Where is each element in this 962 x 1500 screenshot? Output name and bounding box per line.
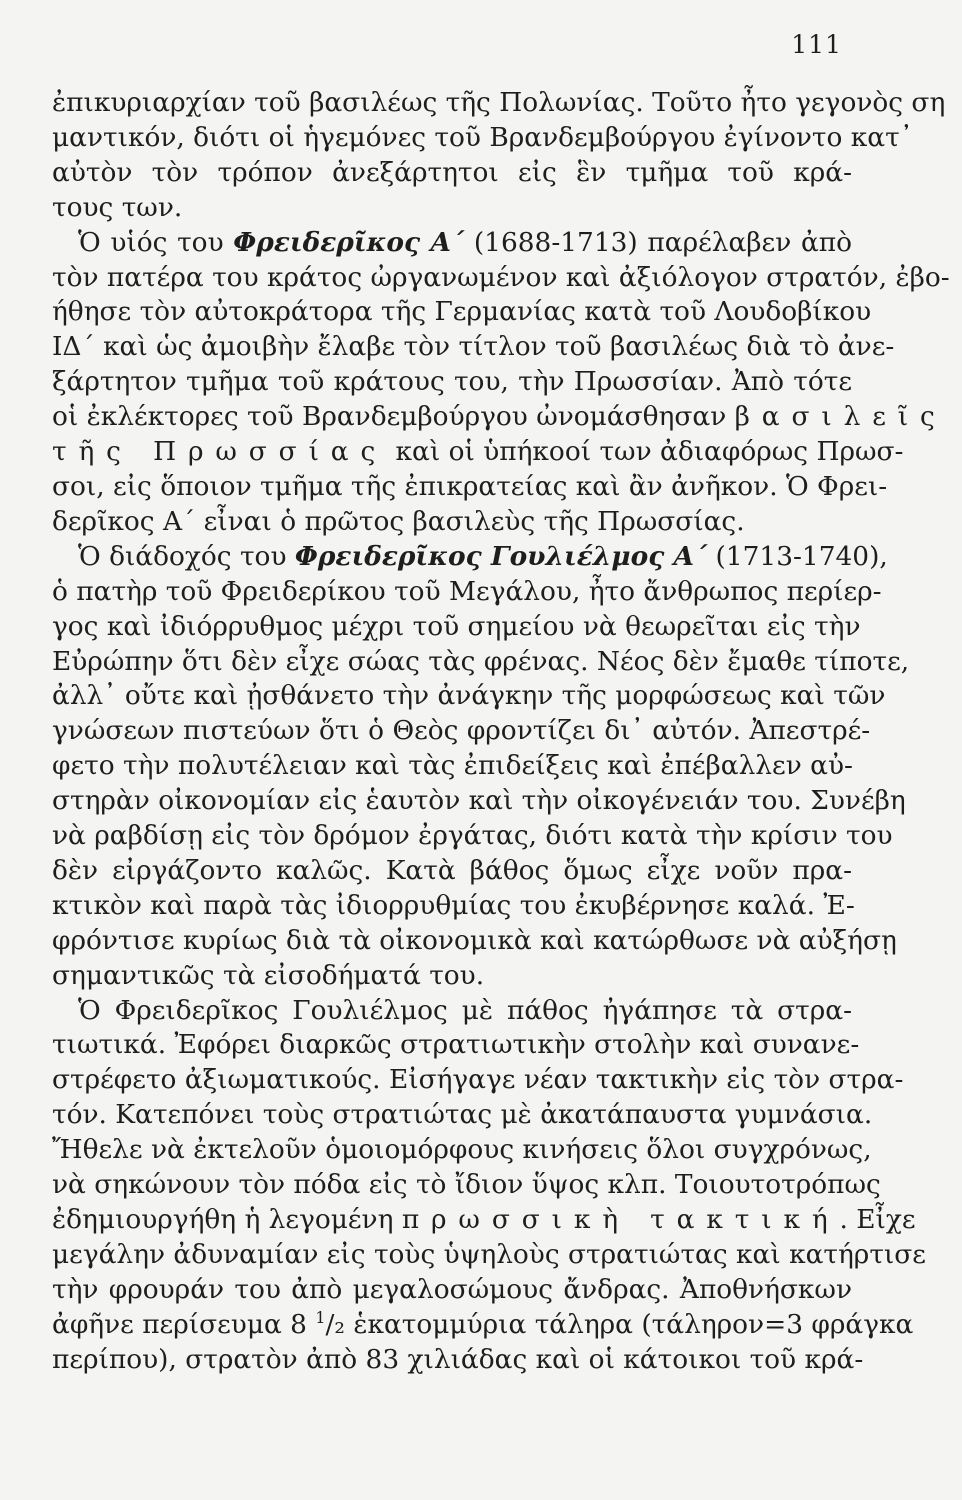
person-name: Φρειδερῖκος Α΄ — [233, 226, 465, 258]
text-line — [52, 1238, 926, 1273]
text-line — [52, 994, 852, 1029]
text-run: . Εἶχε — [839, 1204, 916, 1235]
text-run: γος καὶ ἰδιόρρυθμος μέχρι τοῦ σημείου νὰ θεωρεῖται εἰς τὴν — [52, 610, 861, 642]
text-line — [52, 261, 950, 296]
text-run: Ὁ Φρειδερῖκος Γουλιέλμος μὲ πάθος ἠγάπησε τὰ στρα- — [78, 994, 852, 1026]
body-text — [52, 86, 950, 1378]
text-run: /₂ ἑκατομμύρια τάληρα (τάληρον=3 φράγκα — [325, 1308, 914, 1340]
text-line — [52, 1168, 881, 1203]
text-run: περίπου), στρατὸν ἀπὸ 83 χιλιάδας καὶ οἱ κάτοικοι τοῦ κρά- — [52, 1343, 864, 1375]
text-run: αὐτὸν τὸν τρόπον ἀνεξάρτητοι εἰς ἓν τμῆμα τοῦ κρά- — [52, 156, 852, 188]
text-line — [52, 784, 906, 819]
text-line — [52, 959, 852, 994]
text-line — [52, 86, 946, 121]
text-line — [52, 191, 852, 226]
text-line — [52, 854, 852, 889]
text-line — [52, 889, 855, 924]
text-line — [52, 610, 861, 645]
text-line — [52, 505, 852, 540]
text-run: σημαντικῶς τὰ εἰσοδήματά του. — [52, 959, 485, 991]
text-run: δερῖκος Α΄ εἶναι ὁ πρῶτος βασιλεὺς τῆς Πρωσσίας. — [52, 505, 745, 537]
text-line — [52, 295, 872, 330]
text-line — [52, 400, 947, 435]
text-line — [52, 470, 888, 505]
text-run: μεγάλην ἀδυναμίαν εἰς τοὺς ὑψηλοὺς στρατιώτας καὶ κατήρτισε — [52, 1238, 926, 1270]
text-run: ήθησε τὸν αὐτοκράτορα τῆς Γερμανίας κατὰ τοῦ Λουδοβίκου — [52, 296, 872, 328]
text-line — [52, 156, 852, 191]
text-run: 1 — [315, 1307, 326, 1327]
text-line — [52, 121, 913, 156]
text-line — [52, 1098, 873, 1133]
text-run: Ὁ διάδοχός του — [78, 540, 295, 572]
text-run: δὲν εἰργάζοντο καλῶς. Κατὰ βάθος ὅμως εἶχε νοῦν πρα- — [52, 854, 852, 886]
emphasized-text: τῆς Πρωσσίας — [52, 436, 388, 468]
text-run: νὰ ραβδίσῃ εἰς τὸν δρόμον ἐργάτας, διότι κατὰ τὴν κρίσιν του — [52, 820, 893, 852]
text-line — [52, 1343, 864, 1378]
text-line — [52, 575, 882, 610]
text-line — [52, 1133, 872, 1168]
text-run: οἱ ἐκλέκτορες τοῦ Βρανδεμβούργου ὠνομάσθησαν — [52, 401, 735, 433]
text-line — [52, 924, 897, 959]
text-line — [52, 1273, 852, 1308]
text-run: καὶ οἱ ὑπήκοοί των ἀδιαφόρως Πρωσ- — [387, 436, 904, 468]
text-run: Ἤθελε νὰ ἐκτελοῦν ὁμοιομόρφους κινήσεις ὅλοι συγχρόνως, — [52, 1134, 872, 1166]
emphasized-text: πρωσσικὴ τακτική — [401, 1204, 840, 1235]
text-line — [52, 365, 852, 400]
text-line — [52, 1063, 904, 1098]
text-run: φρόντισε κυρίως διὰ τὰ οἰκονομικὰ καὶ κατώρθωσε νὰ αὐξήσῃ — [52, 924, 897, 956]
text-run: γνώσεων πιστεύων ὅτι ὁ Θεὸς φροντίζει δι᾽ αὐτόν. Ἀπεστρέ- — [52, 715, 871, 747]
text-run: μαντικόν, διότι οἱ ἡγεμόνες τοῦ Βρανδεμβούργου ἐγίνοντο κατ᾽ — [52, 121, 913, 153]
text-line — [52, 1028, 860, 1063]
text-run: φετο τὴν πολυτέλειαν καὶ τὰς ἐπιδείξεις καὶ ἐπέβαλλεν αὐ- — [52, 750, 853, 782]
text-line — [52, 330, 895, 365]
text-run: Εὐρώπην ὅτι δὲν εἶχε σώας τὰς φρένας. Νέος δὲν ἔμαθε τίποτε, — [52, 645, 910, 677]
text-line — [52, 540, 888, 575]
text-line — [52, 645, 910, 680]
text-run: ἐπικυριαρχίαν τοῦ βασιλέως τῆς Πολωνίας. Τοῦτο ἦτο γεγονὸς ση — [52, 87, 946, 118]
text-run: στρέφετο ἀξιωματικούς. Εἰσήγαγε νέαν τακτικὴν εἰς τὸν στρα- — [52, 1064, 904, 1096]
text-run: τιωτικά. Ἐφόρει διαρκῶς στρατιωτικὴν στολὴν καὶ συνανε- — [52, 1029, 860, 1061]
text-run: τὴν φρουράν του ἀπὸ μεγαλοσώμους ἄνδρας. Ἀποθνήσκων — [52, 1273, 852, 1305]
text-run: τὸν πατέρα του κράτος ὠργανωμένον καὶ ἀξιόλογον στρατόν, ἐβο- — [52, 261, 950, 293]
text-run: (1688-1713) παρέλαβεν ἀπὸ — [464, 226, 852, 258]
text-line — [52, 1203, 916, 1238]
text-run: σοι, εἰς ὅποιον τμῆμα τῆς ἐπικρατείας καὶ ἂν ἀνῆκον. Ὁ Φρει- — [52, 470, 888, 502]
text-run: τόν. Κατεπόνει τοὺς στρατιώτας μὲ ἀκατάπαυστα γυμνάσια. — [52, 1099, 873, 1131]
text-line — [52, 749, 852, 784]
text-run: (1713-1740), — [707, 540, 888, 572]
text-line — [52, 1307, 914, 1343]
emphasized-text: βασιλεῖς — [734, 401, 947, 433]
text-run: κτικὸν καὶ παρὰ τὰς ἰδιορρυθμίας του ἐκυβέρνησε καλά. Ἐ- — [52, 889, 855, 921]
text-run: ὁ πατὴρ τοῦ Φρειδερίκου τοῦ Μεγάλου, ἦτο ἄνθρωπος περίερ- — [52, 575, 882, 607]
text-run: Ὁ υἱός του — [78, 226, 234, 258]
text-line — [52, 679, 886, 714]
text-line — [52, 714, 871, 749]
text-run: ξάρτητον τμῆμα τοῦ κράτους του, τὴν Πρωσσίαν. Ἀπὸ τότε — [52, 366, 852, 398]
text-run: τους των. — [52, 191, 183, 223]
page-number: 111 — [791, 30, 842, 59]
text-run: ἐδημιουργήθη ἡ λεγομένη — [52, 1204, 402, 1235]
text-run: ΙΔ΄ καὶ ὡς ἀμοιβὴν ἔλαβε τὸν τίτλον τοῦ βασιλέως διὰ τὸ ἀνε- — [52, 331, 895, 363]
text-line — [52, 819, 893, 854]
text-run: νὰ σηκώνουν τὸν πόδα εἰς τὸ ἴδιον ὕψος κλπ. Τοιουτοτρόπως — [52, 1169, 881, 1201]
text-line — [52, 435, 904, 470]
person-name: Φρειδερῖκος Γουλιέλμος Α΄ — [294, 540, 708, 572]
text-run: στηρὰν οἰκονομίαν εἰς ἑαυτὸν καὶ τὴν οἰκογένειάν του. Συνέβη — [52, 785, 906, 817]
text-line — [52, 226, 852, 261]
text-run: ἀλλ᾽ οὔτε καὶ ᾐσθάνετο τὴν ἀνάγκην τῆς μορφώσεως καὶ τῶν — [52, 680, 886, 712]
text-run: ἀφῆνε περίσευμα 8 — [52, 1308, 316, 1340]
